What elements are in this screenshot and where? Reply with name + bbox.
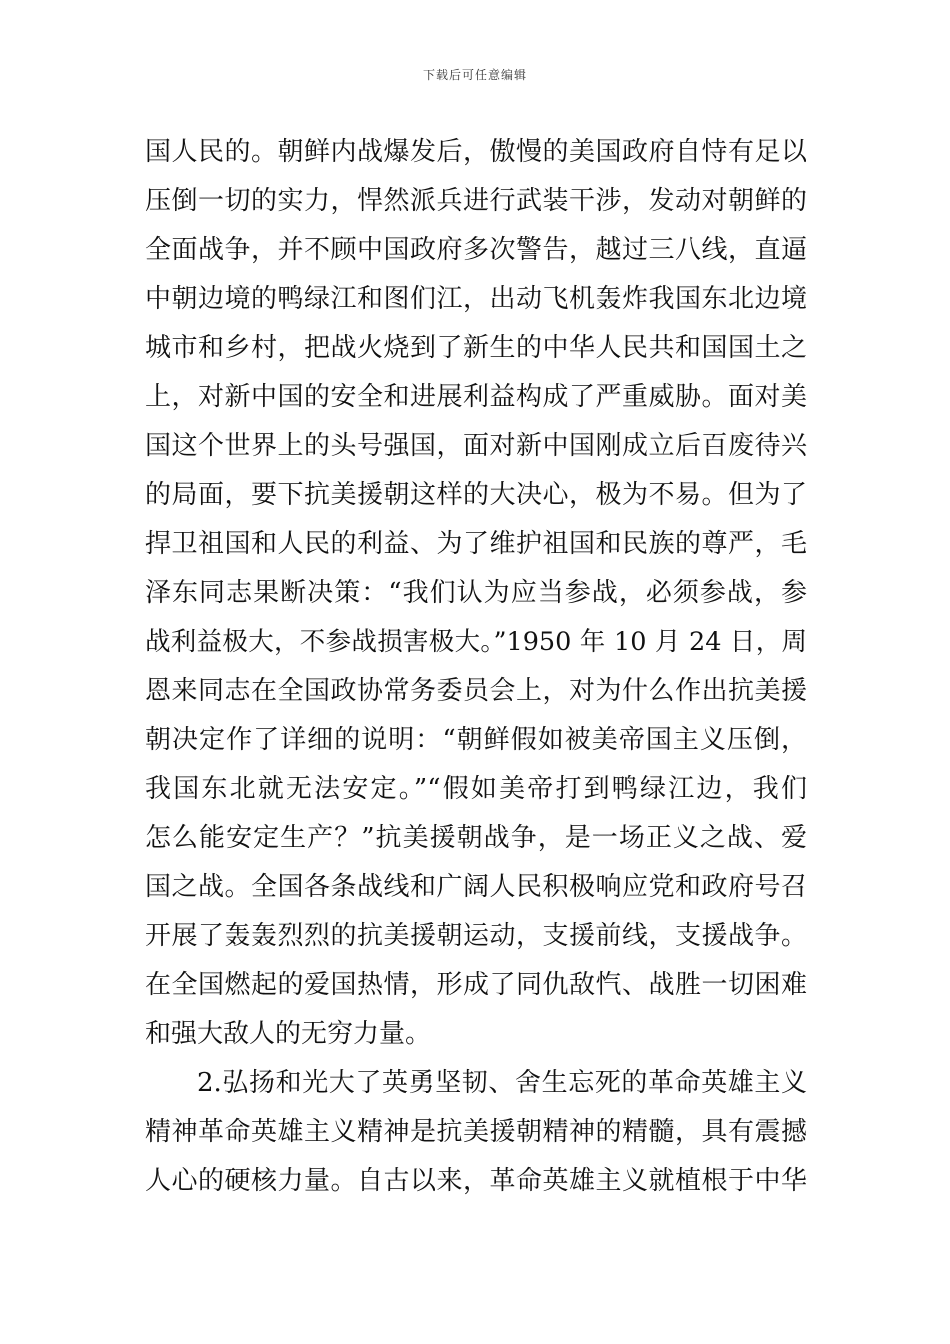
- text-line: 在全国燃起的爱国热情，形成了同仇敌忾、战胜一切困难: [145, 970, 807, 1000]
- text-line: 的局面，要下抗美援朝这样的大决心，极为不易。但为了: [145, 480, 807, 510]
- text-line: 中朝边境的鸭绿江和图们江，出动飞机轰炸我国东北边境: [145, 284, 807, 314]
- text-line: 2.弘扬和光大了英勇坚韧、舍生忘死的革命英雄主义: [197, 1068, 807, 1098]
- text-line: 人心的硬核力量。自古以来，革命英雄主义就植根于中华: [145, 1166, 807, 1196]
- text-line: 精神革命英雄主义精神是抗美援朝精神的精髓，具有震撼: [145, 1117, 807, 1147]
- text-line: 开展了轰轰烈烈的抗美援朝运动，支援前线，支援战争。: [145, 921, 807, 951]
- text-line: 国之战。全国各条战线和广阔人民积极响应党和政府号召: [145, 872, 807, 902]
- text-line: 国人民的。朝鲜内战爆发后，傲慢的美国政府自恃有足以: [145, 137, 807, 167]
- text-line: 泽东同志果断决策：“我们认为应当参战，必须参战，参: [145, 578, 807, 608]
- paragraph: [145, 1059, 807, 1206]
- paragraph: [145, 128, 807, 1059]
- text-line: 国这个世界上的头号强国，面对新中国刚成立后百废待兴: [145, 431, 807, 461]
- text-line: 捍卫祖国和人民的利益、为了维护祖国和民族的尊严，毛: [145, 529, 807, 559]
- text-line: 恩来同志在全国政协常务委员会上，对为什么作出抗美援: [145, 676, 807, 706]
- page-header: 下载后可任意编辑: [422, 68, 527, 82]
- document-body: [145, 128, 807, 1206]
- text-line: 上，对新中国的安全和进展利益构成了严重威胁。面对美: [145, 382, 807, 412]
- text-line: 怎么能安定生产？”抗美援朝战争，是一场正义之战、爱: [145, 823, 807, 853]
- text-line: 我国东北就无法安定。”“假如美帝打到鸭绿江边，我们: [145, 774, 807, 804]
- text-line: 压倒一切的实力，悍然派兵进行武装干涉，发动对朝鲜的: [145, 186, 807, 216]
- text-line: 朝决定作了详细的说明：“朝鲜假如被美帝国主义压倒，: [145, 725, 807, 755]
- text-line: 战利益极大，不参战损害极大。”1950 年 10 月 24 日，周: [145, 627, 807, 657]
- text-line: 城市和乡村，把战火烧到了新生的中华人民共和国国土之: [145, 333, 807, 363]
- text-line: 全面战争，并不顾中国政府多次警告，越过三八线，直逼: [145, 235, 807, 265]
- text-line: 和强大敌人的无穷力量。: [145, 1019, 432, 1049]
